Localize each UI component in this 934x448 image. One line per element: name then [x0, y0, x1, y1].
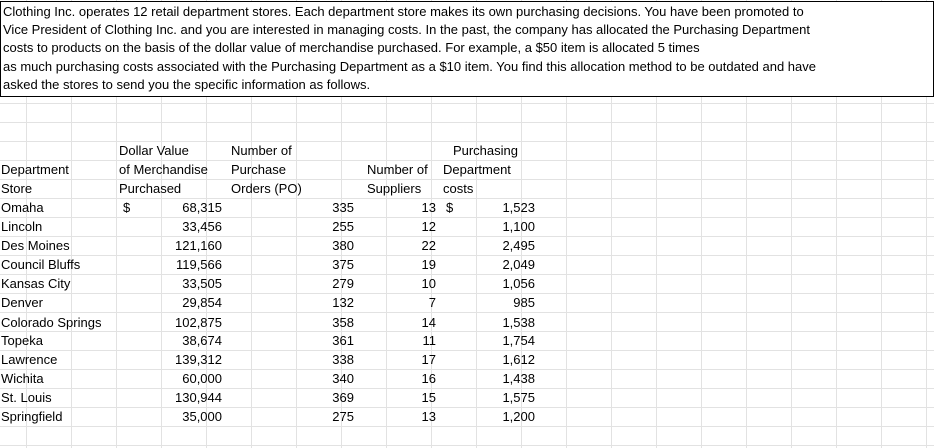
cell-suppliers[interactable]: 15 [421, 390, 436, 405]
cell-store[interactable]: Colorado Springs [1, 315, 102, 330]
cell-purchase-orders[interactable]: 338 [332, 352, 354, 367]
cell-dollar-value[interactable]: 33,505 [182, 276, 222, 291]
header-purchasing-costs[interactable]: costs [443, 181, 474, 196]
cell-purchasing-costs[interactable]: 1,100 [502, 219, 535, 234]
header-purchasing-costs[interactable]: Purchasing [452, 143, 518, 158]
cell-store[interactable]: Lincoln [1, 219, 43, 234]
header-suppliers[interactable]: Suppliers [367, 181, 422, 196]
cell-purchasing-costs[interactable]: 1,523 [502, 200, 535, 215]
cell-dollar-value[interactable]: 29,854 [182, 295, 222, 310]
cell-suppliers[interactable]: 12 [421, 219, 436, 234]
cell-suppliers[interactable]: 13 [421, 409, 436, 424]
cell-purchase-orders[interactable]: 132 [332, 295, 354, 310]
cell-dollar-value[interactable]: 60,000 [182, 371, 222, 386]
cell-purchasing-costs[interactable]: 2,495 [502, 238, 535, 253]
cell-purchasing-costs[interactable]: 1,612 [502, 352, 535, 367]
currency-symbol[interactable]: $ [446, 200, 454, 215]
cell-dollar-value[interactable]: 33,456 [182, 219, 222, 234]
cell-store[interactable]: Wichita [1, 371, 44, 386]
intro-textbox[interactable] [1, 2, 933, 96]
cell-purchasing-costs[interactable]: 985 [513, 295, 535, 310]
cell-suppliers[interactable]: 7 [428, 295, 436, 310]
cell-purchase-orders[interactable]: 279 [332, 276, 354, 291]
cell-suppliers[interactable]: 22 [421, 238, 436, 253]
cell-purchase-orders[interactable]: 375 [332, 257, 354, 272]
header-dollar-value[interactable]: of Merchandise [119, 162, 208, 177]
intro-line: as much purchasing costs associated with the Purchasing Department as a $10 item. You find this allocation method to be outdated and have [3, 59, 817, 74]
cell-suppliers[interactable]: 13 [421, 200, 436, 215]
currency-symbol[interactable]: $ [123, 200, 131, 215]
cell-purchase-orders[interactable]: 335 [332, 200, 354, 215]
cell-suppliers[interactable]: 16 [421, 371, 436, 386]
intro-line: costs to products on the basis of the dollar value of merchandise purchased. For example, a $50 item is allocated 5 times [3, 40, 700, 55]
cell-store[interactable]: Council Bluffs [1, 257, 81, 272]
cell-store[interactable]: Lawrence [1, 352, 58, 367]
cell-purchase-orders[interactable]: 380 [332, 238, 354, 253]
cell-purchase-orders[interactable]: 361 [332, 333, 354, 348]
cell-store[interactable]: Denver [1, 295, 43, 310]
cell-dollar-value[interactable]: 121,160 [175, 238, 222, 253]
header-purchase-orders[interactable]: Purchase [231, 162, 286, 177]
cell-purchasing-costs[interactable]: 1,200 [502, 409, 535, 424]
cell-purchase-orders[interactable]: 369 [332, 390, 354, 405]
cell-purchasing-costs[interactable]: 1,538 [502, 315, 535, 330]
intro-line: asked the stores to send you the specific information as follows. [3, 77, 371, 92]
header-store[interactable]: Store [1, 181, 33, 196]
cell-store[interactable]: Des Moines [1, 238, 70, 253]
cell-suppliers[interactable]: 11 [422, 333, 436, 348]
cell-store[interactable]: Omaha [1, 200, 44, 215]
cell-purchasing-costs[interactable]: 2,049 [502, 257, 535, 272]
cell-purchase-orders[interactable]: 358 [332, 315, 354, 330]
header-store[interactable]: Department [1, 162, 69, 177]
cell-store[interactable]: Kansas City [1, 276, 71, 291]
header-purchasing-costs[interactable]: Department [443, 162, 511, 177]
cell-purchasing-costs[interactable]: 1,754 [502, 333, 535, 348]
cell-dollar-value[interactable]: 102,875 [175, 315, 222, 330]
header-suppliers[interactable]: Number of [367, 162, 428, 177]
header-dollar-value[interactable]: Purchased [119, 181, 182, 196]
cell-suppliers[interactable]: 10 [421, 276, 436, 291]
cell-purchase-orders[interactable]: 255 [332, 219, 354, 234]
cell-store[interactable]: Topeka [1, 333, 43, 348]
cell-purchase-orders[interactable]: 275 [332, 409, 354, 424]
intro-line: Clothing Inc. operates 12 retail department stores. Each department store makes its own purchasing decisions. You have been promoted to [3, 4, 804, 19]
cell-dollar-value[interactable]: 35,000 [182, 409, 222, 424]
cell-purchasing-costs[interactable]: 1,056 [502, 276, 535, 291]
cell-purchasing-costs[interactable]: 1,575 [502, 390, 535, 405]
cell-store[interactable]: Springfield [1, 409, 63, 424]
cell-dollar-value[interactable]: 130,944 [175, 390, 222, 405]
cell-suppliers[interactable]: 19 [421, 257, 436, 272]
cell-dollar-value[interactable]: 68,315 [182, 200, 222, 215]
header-dollar-value[interactable]: Dollar Value [119, 143, 189, 158]
cell-store[interactable]: St. Louis [1, 390, 52, 405]
cell-dollar-value[interactable]: 119,566 [175, 257, 222, 272]
cell-dollar-value[interactable]: 38,674 [182, 333, 222, 348]
cell-dollar-value[interactable]: 139,312 [175, 352, 222, 367]
intro-line: Vice President of Clothing Inc. and you are interested in managing costs. In the past, the company has allocated the Purchasing Department [3, 22, 810, 37]
header-purchase-orders[interactable]: Number of [231, 143, 292, 158]
header-purchase-orders[interactable]: Orders (PO) [231, 181, 302, 196]
cell-purchase-orders[interactable]: 340 [332, 371, 354, 386]
cell-purchasing-costs[interactable]: 1,438 [502, 371, 535, 386]
cell-suppliers[interactable]: 17 [421, 352, 436, 367]
cell-suppliers[interactable]: 14 [421, 315, 436, 330]
